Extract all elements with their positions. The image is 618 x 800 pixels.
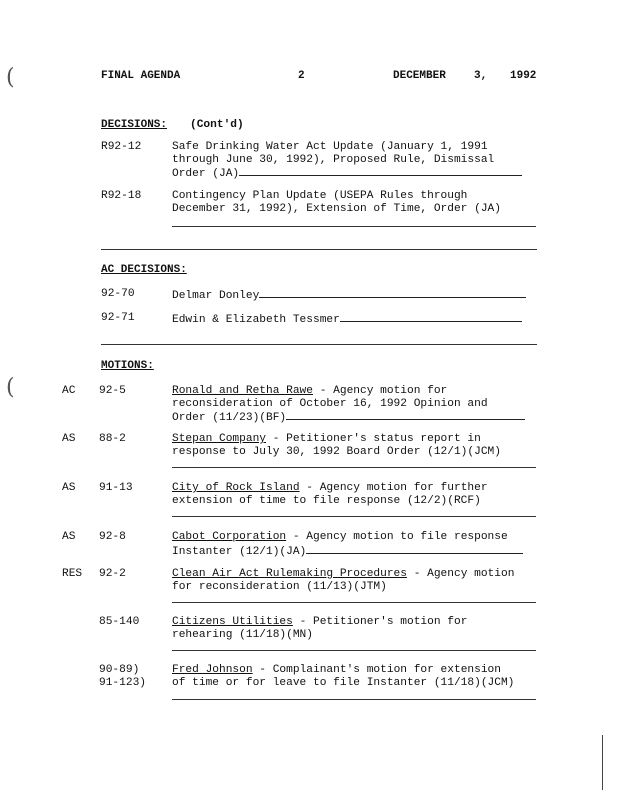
motion-party-3: City of Rock Island (172, 482, 300, 494)
motion-code-5: RES (62, 568, 83, 580)
motion-7-signature-line (172, 699, 536, 700)
motion-text-1: Ronald and Retha Rawe - Agency motion for reconsideration of October 16, 1992 Opinion and Order (11/23)(BF) (172, 385, 536, 425)
right-edge-line (602, 735, 603, 790)
motion-number-1: 92-5 (99, 385, 126, 397)
motion-number-6: 85-140 (99, 616, 140, 628)
section-divider-2 (101, 344, 537, 345)
ac-decision-number-2: 92-71 (101, 312, 135, 324)
motion-text-2: Stepan Company - Petitioner's status report in response to July 30, 1992 Board Order (12/1)(JCM) (172, 433, 501, 458)
motion-text-4: Cabot Corporation - Agency motion to file response Instanter (12/1)(JA) (172, 531, 536, 558)
motion-party-5: Clean Air Act Rulemaking Procedures (172, 568, 407, 580)
motion-3-signature-line (172, 516, 536, 517)
motion-text-7: Fred Johnson - Complainant's motion for extension of time or for leave to file Instanter (11/18)(JCM) (172, 664, 515, 689)
header-date-month: DECEMBER (393, 70, 446, 82)
motion-text-6: Citizens Utilities - Petitioner's motion for rehearing (11/18)(MN) (172, 616, 468, 641)
motion-party-6: Citizens Utilities (172, 616, 293, 628)
agenda-title: FINAL AGENDA (101, 70, 181, 82)
ac-decision-name-2: Edwin & Elizabeth Tessmer (172, 312, 536, 327)
motion-party-4: Cabot Corporation (172, 531, 287, 543)
ac-decision-name-1: Delmar Donley (172, 288, 536, 303)
motion-number-4: 92-8 (99, 531, 126, 543)
motion-party-2: Stepan Company (172, 433, 266, 445)
section-decisions-contd: (Cont'd) (190, 119, 244, 131)
motion-code-1: AC (62, 385, 76, 397)
motion-number-5: 92-2 (99, 568, 126, 580)
section-ac-decisions: AC DECISIONS: (101, 264, 187, 276)
decision-text-2: Contingency Plan Update (USEPA Rules through December 31, 1992), Extension of Time, Order (JA) (172, 190, 501, 215)
motion-number-3: 91-13 (99, 482, 133, 494)
motion-number-7b: 91-123) (99, 677, 146, 689)
motion-code-2: AS (62, 433, 76, 445)
motion-number-7a: 90-89) (99, 664, 140, 676)
decision-2-signature-line (172, 226, 536, 227)
motion-text-5: Clean Air Act Rulemaking Procedures - Agency motion for reconsideration (11/13)(JTM) (172, 568, 515, 593)
page-number: 2 (298, 70, 305, 82)
decision-number-2: R92-18 (101, 190, 142, 202)
section-motions: MOTIONS: (101, 360, 154, 372)
ac-decision-number-1: 92-70 (101, 288, 135, 300)
section-divider-1 (101, 249, 537, 250)
motion-text-3: City of Rock Island - Agency motion for further extension of time to file response (12/2)(RCF) (172, 482, 488, 507)
motion-2-signature-line (172, 467, 536, 468)
motion-code-3: AS (62, 482, 76, 494)
motion-5-signature-line (172, 602, 536, 603)
decision-number-1: R92-12 (101, 141, 142, 153)
motion-party-1: Ronald and Retha Rawe (172, 385, 313, 397)
header-date-year: 1992 (510, 70, 537, 82)
motion-party-7: Fred Johnson (172, 664, 253, 676)
margin-mark-middle: ( (6, 375, 15, 400)
motion-6-signature-line (172, 650, 536, 651)
header-date-day: 3, (474, 70, 488, 82)
motion-code-4: AS (62, 531, 76, 543)
decision-text-1: Safe Drinking Water Act Update (January 1, 1991 through June 30, 1992), Proposed Rule, Dismissal Order (JA) (172, 141, 536, 181)
section-decisions: DECISIONS: (101, 119, 168, 131)
margin-mark-top: ( (6, 65, 15, 90)
motion-number-2: 88-2 (99, 433, 126, 445)
